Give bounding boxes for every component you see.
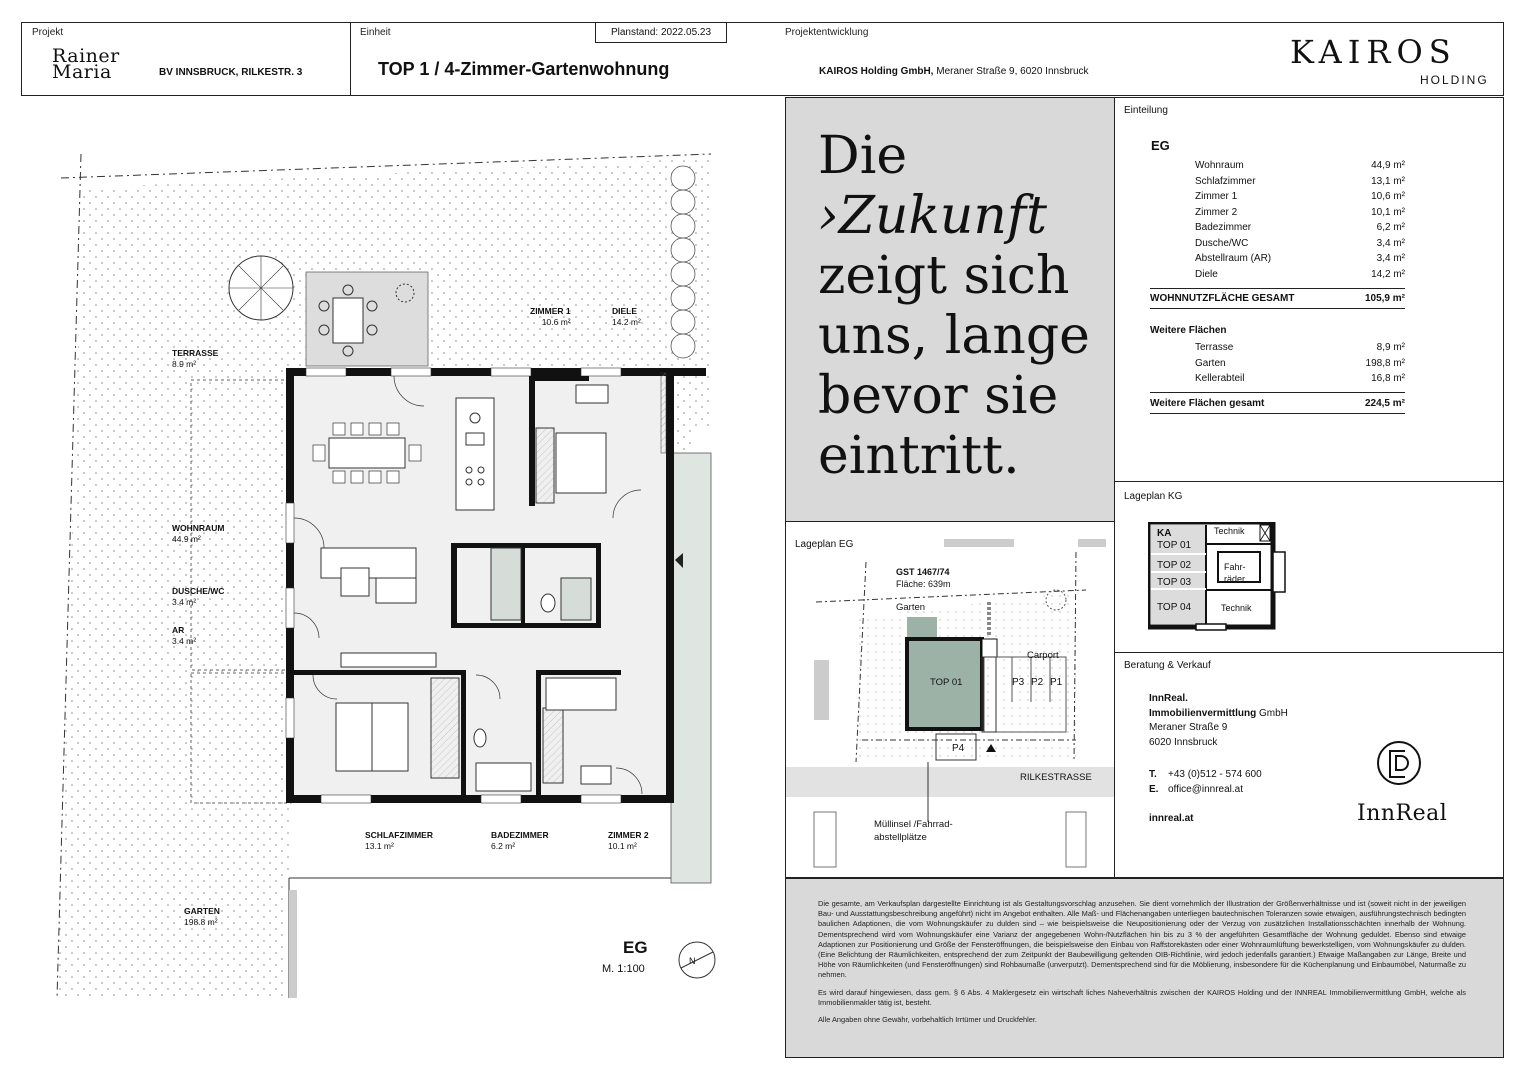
label-badezimmer: BADEZIMMER 6.2 m² <box>491 830 549 851</box>
floor-plan <box>21 98 781 1058</box>
weitere-row: Garten 198,8 m² <box>1195 357 1405 369</box>
contact-info: T. +43 (0)512 - 574 600 E. office@innreal.at <box>1149 769 1262 795</box>
gst-info: GST 1467/74 Fläche: 639m <box>896 567 951 589</box>
kg-top04: TOP 04 <box>1157 602 1192 613</box>
room-row: Abstellraum (AR) 3,4 m² <box>1195 253 1405 264</box>
lageplan-eg-title: Lageplan EG <box>795 539 854 550</box>
weitere-title: Weitere Flächen <box>1150 325 1227 336</box>
eg-p3: P3 <box>1012 677 1025 688</box>
kg-top03: TOP 03 <box>1157 577 1192 588</box>
innreal-logo-mark <box>1377 741 1421 785</box>
label-zimmer1: ZIMMER 1 10.6 m² <box>530 306 571 327</box>
eg-p2: P2 <box>1031 677 1044 688</box>
floor-plan-drawing <box>21 98 781 1058</box>
company-address: InnReal. Immobilienvermittlung GmbH Meraner Straße 9 6020 Innsbruck <box>1149 693 1288 748</box>
kg-top02: TOP 02 <box>1157 560 1192 571</box>
label-ar: AR 3.4 m² <box>172 625 197 646</box>
room-row: Wohnraum 44,9 m² <box>1195 160 1405 171</box>
project-address: BV INNSBRUCK, RILKESTR. 3 <box>159 67 303 78</box>
label-wohnraum: WOHNRAUM 44.9 m² <box>172 523 225 544</box>
beratung-panel <box>1114 652 1504 878</box>
projekt-label: Projekt <box>32 27 64 38</box>
eg-top01: TOP 01 <box>930 677 963 688</box>
eg-street: RILKESTRASSE <box>1020 772 1092 783</box>
room-row: Diele 14,2 m² <box>1195 268 1405 280</box>
slogan-text: Die ›Zukunft zeigt sich uns, lange bevor sie eintritt. <box>818 126 1090 486</box>
header-bar <box>21 22 1504 96</box>
einteilung-panel <box>1114 97 1504 482</box>
scale-label: M. 1:100 <box>602 963 645 975</box>
floor-label: EG <box>623 938 648 957</box>
rainer-maria-logo: Rainer Maria <box>52 45 120 83</box>
weitere-total-row: Weitere Flächen gesamt 224,5 m² <box>1150 398 1405 409</box>
room-row: Zimmer 1 10,6 m² <box>1195 191 1405 202</box>
einteilung-title: Einteilung <box>1124 105 1168 116</box>
lageplan-kg-panel <box>1114 481 1504 653</box>
weitere-row: Terrasse 8,9 m² <box>1195 342 1405 353</box>
kg-technik2: Technik <box>1221 603 1252 613</box>
web-link[interactable]: innreal.at <box>1149 813 1194 824</box>
phone-link[interactable]: +43 (0)512 - 574 600 <box>1168 769 1262 780</box>
room-row: Dusche/WC 3,4 m² <box>1195 237 1405 249</box>
einheit-label: Einheit <box>360 27 391 38</box>
einteilung-floor: EG <box>1151 138 1170 153</box>
weitere-list <box>1195 340 1405 387</box>
label-zimmer2: ZIMMER 2 10.1 m² <box>608 830 649 851</box>
developer-info: KAIROS Holding GmbH, Meraner Straße 9, 6020 Innsbruck <box>819 66 1089 77</box>
kg-ka: KA <box>1157 528 1172 539</box>
room-row: Schlafzimmer 13,1 m² <box>1195 175 1405 187</box>
slogan-panel <box>785 97 1115 522</box>
north-label: N <box>689 956 696 966</box>
kg-technik1: Technik <box>1214 526 1245 536</box>
eg-p1: P1 <box>1050 677 1063 688</box>
disclaimer-panel <box>785 878 1504 1058</box>
room-row: Badezimmer 6,2 m² <box>1195 222 1405 233</box>
innreal-logo-text: InnReal <box>1357 801 1448 826</box>
label-garten: GARTEN 198.8 m² <box>184 906 220 927</box>
label-diele: DIELE 14.2 m² <box>612 306 641 327</box>
disclaimer-text: Die gesamte, am Verkaufsplan dargestellte Einrichtung ist als Gestaltungsvorschlag anzusehen. Sie dient vornehmlich der Illustration der Größenverhältnisse und ist (soweit nicht in der jeweiligen Bau- und Ausstattungsbeschreibung angeführt) nicht im Angebot enthalten. Alle Maß- und Flächenangaben unterliegen bautechnischen Toleranzen sowie etwaigen, ausführungstechnisch bedingten baulichen Adaptionen, die vom Wohnungskäufer zu dulden sind – wie beispielsweise die Neupositionierung oder der Verzug von zusätzlichen Installationsschächten innerhalb der Wohnung. Dementsprechend wird vom Wohnungskäufer eine Varianz der angegebenen Wohn-/Nutzflächen hin bis zu 3 % der angeführten Gesamtfläche der Wohnung geduldet. Ebenso sind etwaige Adaptionen zur Positionierung und Größe der Fensteröffnungen, die beispielsweise den Einbau von Raffstorekästen oder einer Wohnraumlüftung bewerkstelligen, vom Wohnungskäufer zu dulden. (Eine Belichtung der Räumlichkeiten, entsprechend der zum Zeitpunkt der Baubewilligung geltenden OIB-Richtlinie, wird jedoch jedenfalls garantiert.) Etwaige Maßangaben zur Länge, Breite und Höhe von Räumlichkeiten (und Fensteröffnungen) sind Rohbaumaße (unverputzt). Dementsprechend sind für die Möblierung, insbesondere für die Küchenplanung und Einbaumöbel, Naturmaße zu nehmen. Es wird darauf hingewiesen, dass gem. § 6 Abs. 4 Maklergesetz ein wirtschaft liches Naheverhältnis zwischen der KAIROS Holding und der INNREAL Immobilienvermittlung GmbH, welche als Immobilienmakler tätig ist, besteht. Alle Angaben ohne Gewähr, vorbehaltlich Irrtümer und Druckfehler. <box>818 899 1466 1025</box>
weitere-row: Kellerabteil 16,8 m² <box>1195 373 1405 384</box>
room-list <box>1195 158 1405 282</box>
kairos-logo: KAIROS <box>1290 33 1457 71</box>
unit-title: TOP 1 / 4-Zimmer-Gartenwohnung <box>378 59 670 79</box>
kg-fahrraeder: Fahr- räder <box>1224 562 1246 584</box>
label-schlafzimmer: SCHLAFZIMMER 13.1 m² <box>365 830 433 851</box>
label-terrasse: TERRASSE 8.9 m² <box>172 348 219 369</box>
eg-garten: Garten <box>896 602 926 613</box>
eg-p4: P4 <box>952 743 965 754</box>
lageplan-kg-title: Lageplan KG <box>1124 491 1183 502</box>
projektentwicklung-label: Projektentwicklung <box>785 27 869 38</box>
kairos-sub: HOLDING <box>1420 73 1489 87</box>
room-row: Zimmer 2 10,1 m² <box>1195 206 1405 218</box>
lageplan-eg-panel <box>785 521 1115 878</box>
email-link[interactable]: office@innreal.at <box>1168 784 1244 795</box>
kg-top01: TOP 01 <box>1157 540 1192 551</box>
beratung-title: Beratung & Verkauf <box>1124 660 1211 671</box>
eg-muell: Müllinsel /Fahrrad- abstellplätze <box>874 819 953 843</box>
planstand-box: Planstand: 2022.05.23 <box>595 22 727 43</box>
total-row: WOHNNUTZFLÄCHE GESAMT 105,9 m² <box>1150 293 1405 304</box>
label-dusche: DUSCHE/WC 3.4 m² <box>172 586 225 607</box>
eg-carport: Carport <box>1027 650 1059 661</box>
